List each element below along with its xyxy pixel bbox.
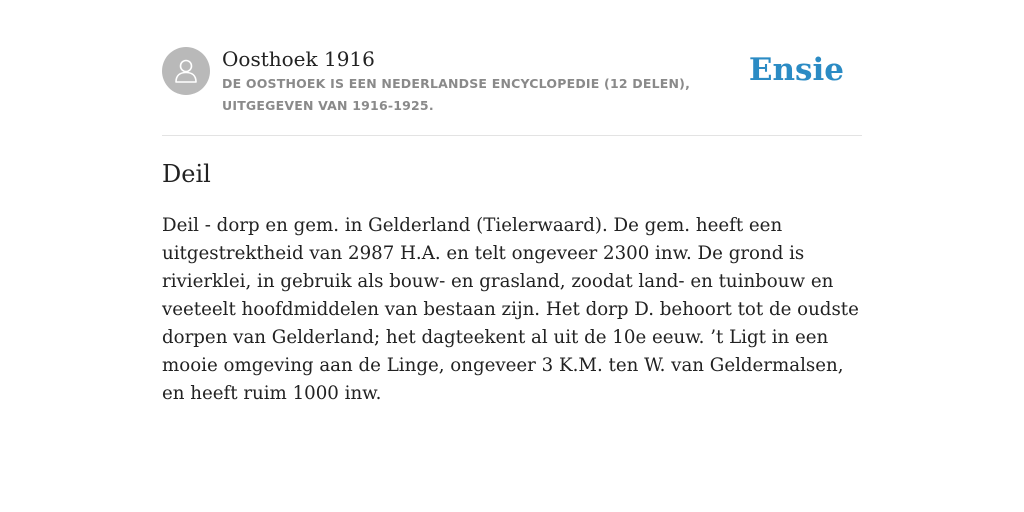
source-title[interactable]: Oosthoek 1916 xyxy=(222,47,375,71)
header-divider xyxy=(162,135,862,136)
source-avatar[interactable] xyxy=(162,47,210,95)
entry-title: Deil xyxy=(162,160,211,188)
source-header xyxy=(162,45,862,135)
user-icon xyxy=(171,56,201,86)
source-description: DE OOSTHOEK IS EEN NEDERLANDSE ENCYCLOPEDIE (12 DELEN), UITGEGEVEN VAN 1916-1925. xyxy=(222,76,691,113)
brand-logo-link[interactable]: Ensie xyxy=(748,52,844,88)
entry-body: Deil - dorp en gem. in Gelderland (Tielerwaard). De gem. heeft een uitgestrektheid van 2987 H.A. en telt ongeveer 2300 inw. De grond is rivierklei, in gebruik als bouw- en grasland, zoodat land- en tuinbouw en veeteelt hoofdmiddelen van bestaan zijn. Het dorp D. behoort tot de oudste dorpen van Gelderland; het dagteekent al uit de 10e eeuw. ’t Ligt in een mooie omgeving aan de Linge, ongeveer 3 K.M. ten W. van Geldermalsen, en heeft ruim 1000 inw. xyxy=(162,215,859,404)
